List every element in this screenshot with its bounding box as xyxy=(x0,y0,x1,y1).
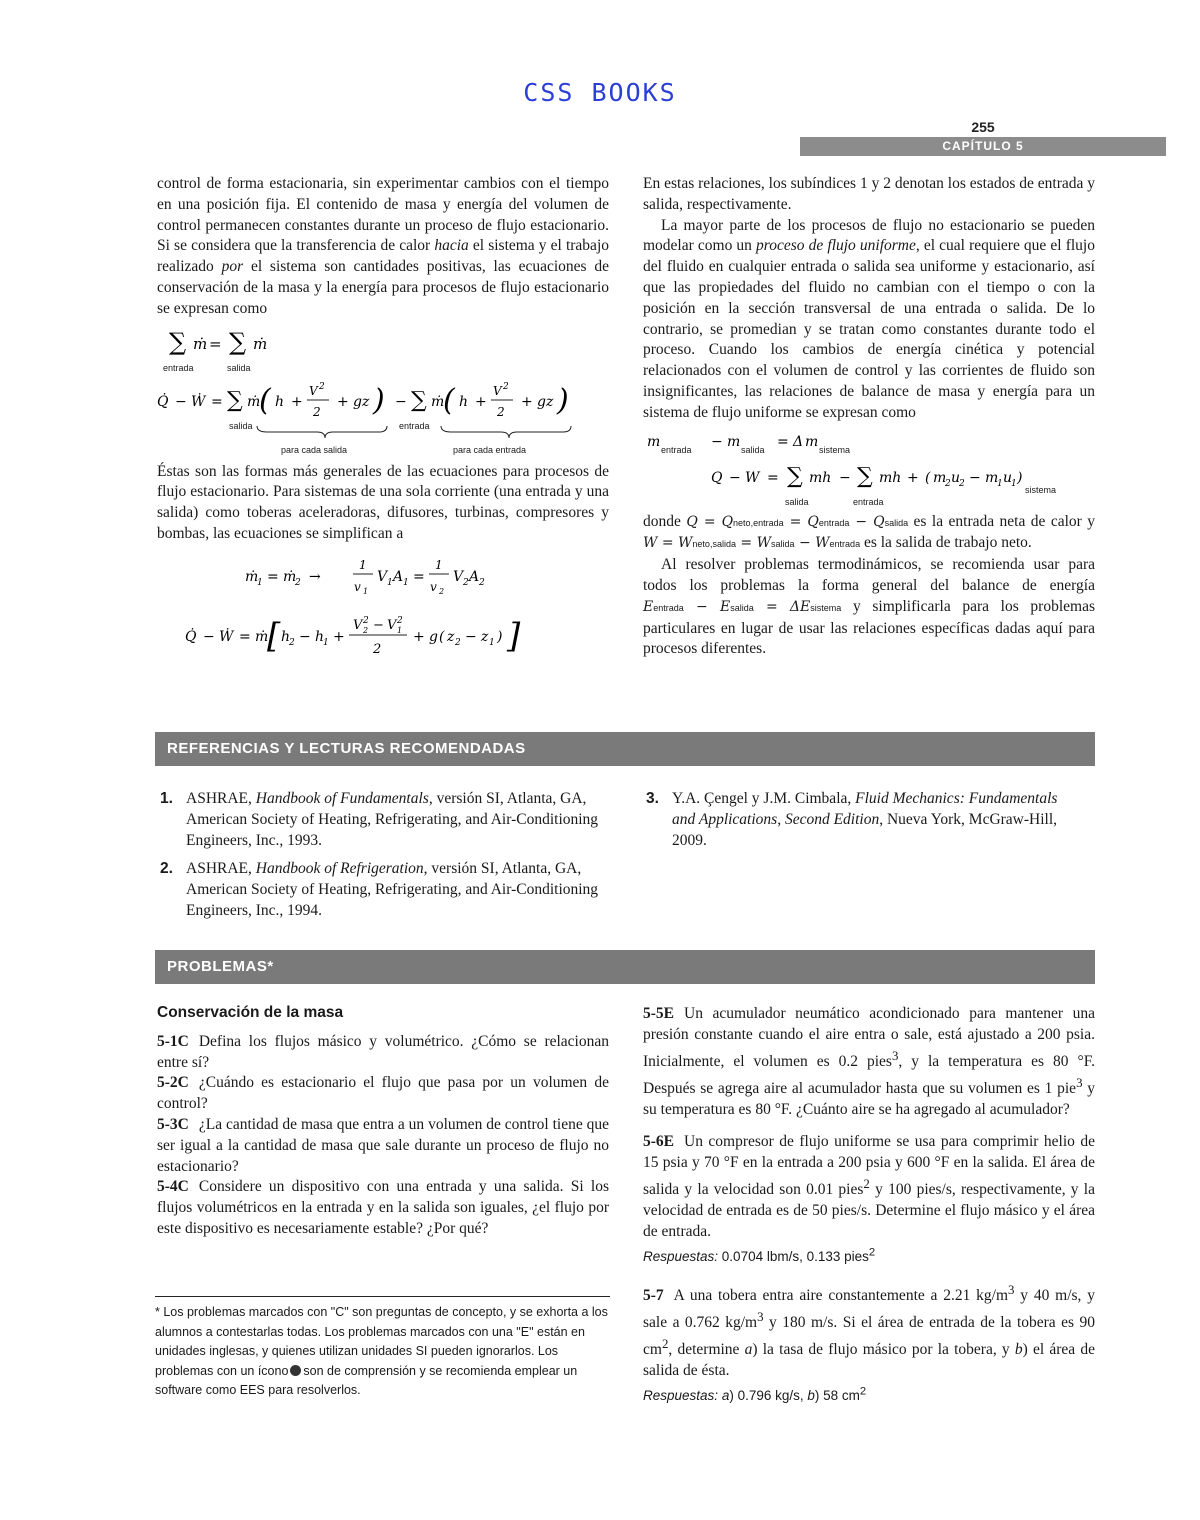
svg-text:=: = xyxy=(267,568,279,585)
watermark: CSS BOOKS xyxy=(523,78,677,107)
svg-text:∑: ∑ xyxy=(857,463,873,489)
svg-text:=: = xyxy=(413,568,425,585)
ees-computer-icon xyxy=(290,1365,301,1376)
svg-text:v: v xyxy=(354,579,361,594)
svg-text:ṁ: ṁ xyxy=(193,334,208,353)
problem-5-1C: 5-1C Defina los flujos másico y volumétrico. ¿Cómo se relacionan entre sí? xyxy=(157,1032,609,1071)
sub-entrada-r2: entrada xyxy=(853,496,884,507)
svg-text:ṁ: ṁ xyxy=(247,393,261,410)
svg-text:A: A xyxy=(469,568,480,585)
problem-5-3C: 5-3C ¿La cantidad de masa que entra a un volumen de control tiene que ser igual a la cantidad de masa que sale durante un proceso de flujo no estacionario? xyxy=(157,1115,609,1175)
problem-5-7: 5-7 A una tobera entra aire constantemente a 2.21 $kg/m^3$ y 40 m/s, y sale a 0.762 $kg/m^3$ y 180 m/s. Si el área de entrada de la tobera es 90 $cm^2$, determine a) la tasa de flujo másico por la tobera, y b) el área de salida de ésta. Respuestas: a) 0.796 kg/s, b) 58 $cm^2$ xyxy=(643,1281,1096,1403)
reference-item: 2. ASHRAE, Handbook of Refrigeration, versión SI, Atlanta, GA, American Society of Heating, Refrigerating, and Air-Conditioning Engineers, Inc., 1994. xyxy=(160,860,599,919)
page-number: 255 xyxy=(971,119,995,135)
svg-text:]: ] xyxy=(507,615,521,656)
equation-single-stream-energy xyxy=(157,607,609,667)
svg-text:g: g xyxy=(429,628,438,645)
svg-text:+: + xyxy=(475,393,487,410)
svg-text:−: − xyxy=(299,628,311,645)
svg-text:1: 1 xyxy=(403,577,409,588)
label-para-cada-entrada: para cada entrada xyxy=(453,444,527,455)
svg-text:u: u xyxy=(1003,469,1013,486)
svg-text:m: m xyxy=(985,469,999,486)
svg-text:+: + xyxy=(337,393,349,410)
sub-salida-r1: salida xyxy=(741,444,765,455)
svg-text:−: − xyxy=(465,628,477,645)
problem-5-6E: 5-6E Un compresor de flujo uniforme se usa para comprimir helio de 15 psia y 70 °F en la entrada a 200 psia y 600 °F en la salida. El área de salida y la velocidad son 0.01 pies$^2$ y 100 pies/s, respectivamente, y la velocidad de entrada es de 50 pies/s. Determine el flujo másico y el área de entrada. Respuestas: 0.0704 lbm/s, 0.133 pies$^2$ xyxy=(643,1133,1095,1264)
svg-text:1: 1 xyxy=(435,557,443,572)
problems-left xyxy=(157,1003,609,1240)
svg-text:1: 1 xyxy=(397,625,403,635)
svg-text:W: W xyxy=(745,469,760,486)
svg-text:Q: Q xyxy=(711,469,723,486)
svg-text:2: 2 xyxy=(313,404,321,419)
label-entrada-2: entrada xyxy=(399,420,430,431)
svg-text:2: 2 xyxy=(363,625,369,635)
svg-text:∑: ∑ xyxy=(227,387,243,413)
svg-text:2: 2 xyxy=(373,641,382,657)
svg-text:(: ( xyxy=(259,382,271,418)
label-salida-1: salida xyxy=(227,362,251,373)
svg-text:V: V xyxy=(353,617,363,633)
svg-text:V: V xyxy=(377,568,388,585)
svg-text:V: V xyxy=(493,383,502,398)
svg-text:ṁ: ṁ xyxy=(253,334,268,353)
svg-text:1: 1 xyxy=(997,478,1003,489)
svg-text:∑: ∑ xyxy=(169,327,187,356)
svg-text:1: 1 xyxy=(387,577,393,588)
left-paragraph-1: control de forma estacionaria, sin experimentar cambios con el tiempo en una posición fija. El contenido de masa y energía del volumen de control permanecen constantes durante un proceso de flujo estacionario. Si se considera que la transferencia de calor hacia el sistema y el trabajo realizado por el sistema son cantidades positivas, las ecuaciones de conservación de la masa y la energía para procesos de flujo estacionario se expresan como xyxy=(157,175,609,317)
svg-text:∑: ∑ xyxy=(787,463,803,489)
svg-text:2: 2 xyxy=(497,404,505,419)
svg-text:h: h xyxy=(275,393,285,410)
svg-text:Δ: Δ xyxy=(793,433,804,450)
svg-text:2: 2 xyxy=(959,478,965,489)
svg-text:2: 2 xyxy=(455,637,461,648)
svg-text:mh: mh xyxy=(809,469,832,486)
equation-uniform-energy xyxy=(643,458,1095,510)
svg-text:2: 2 xyxy=(503,381,509,392)
right-paragraph-2: La mayor parte de los procesos de flujo no estacionario se pueden modelar como un proceso de flujo uniforme, el cual requiere que el flujo del fluido en cualquier entrada o salida sea uniforme y estacionario, así que las propiedades del fluido no cambian con el tiempo o con la posición en la sección transversal de una entrada o salida. De lo contrario, se promedian y se tratan como constantes durante todo el proceso. Cuando los cambios de energía cinética y potencial relacionados con el volumen de control y las corrientes de fluido son insignificantes, las relaciones de balance de masa y energía para un sistema de flujo uniforme se expresan como xyxy=(643,216,1095,421)
svg-text:+: + xyxy=(907,469,919,486)
svg-text:gz: gz xyxy=(537,393,554,410)
svg-text:2: 2 xyxy=(439,586,445,596)
svg-text:−: − xyxy=(175,393,187,410)
svg-text:h: h xyxy=(315,628,325,645)
svg-text:2: 2 xyxy=(463,577,469,588)
svg-text:=: = xyxy=(777,433,789,450)
svg-text:→: → xyxy=(309,568,321,585)
svg-text:=: = xyxy=(209,334,222,353)
problem-5-2C: 5-2C ¿Cuándo es estacionario el flujo que pasa por un volumen de control? xyxy=(157,1074,609,1113)
svg-text:(: ( xyxy=(925,469,931,486)
single-stream-energy-svg xyxy=(157,607,609,667)
svg-text:=: = xyxy=(767,469,779,486)
svg-text:2: 2 xyxy=(295,577,301,588)
svg-text:+: + xyxy=(413,628,425,645)
right-paragraph-3: donde Q = Qneto,entrada = Qentrada − Qsalida es la entrada neta de calor y W = Wneto,salida = Wsalida − Wentrada es la salida de trabajo neto. xyxy=(643,512,1096,552)
svg-text:Ẇ: Ẇ xyxy=(219,628,234,645)
problem-5-5E: 5-5E Un acumulador neumático acondicionado para mantener una presión constante cuando el aire entra o sale, está ajustado a 200 psia. Inicialmente, el volumen es 0.2 pies$^3$, y la temperatura es 80 °F. Después se agrega aire al acumulador hasta que su volumen es 1 pie$^3$ y su temperatura es 80 °F. ¿Cuánto aire se ha agregado al acumulador? xyxy=(643,1005,1096,1118)
label-entrada-1: entrada xyxy=(163,362,194,373)
svg-text:Q̇: Q̇ xyxy=(157,393,169,410)
answer-5-6E: Respuestas: 0.0704 lbm/s, 0.133 pies$^2$ xyxy=(643,1246,876,1264)
equation-single-stream-mass xyxy=(157,551,609,603)
svg-text:m: m xyxy=(933,469,947,486)
label-salida-2: salida xyxy=(229,420,253,431)
svg-text:h: h xyxy=(281,628,291,645)
svg-text:−: − xyxy=(395,393,407,410)
svg-text:−: − xyxy=(729,469,741,486)
svg-text:∑: ∑ xyxy=(229,327,247,356)
svg-text:1: 1 xyxy=(363,586,369,596)
svg-text:A: A xyxy=(393,568,404,585)
svg-text:Ẇ: Ẇ xyxy=(191,393,206,410)
svg-text:): ) xyxy=(557,382,569,418)
single-stream-mass-svg xyxy=(157,551,609,603)
svg-text:1: 1 xyxy=(323,637,329,648)
problem-5-4C: 5-4C Considere un dispositivo con una entrada y una salida. Si los flujos volumétricos en la entrada y en la salida son iguales, ¿el flujo por este dispositivo es necesariamente estable? ¿Por qué? xyxy=(157,1178,609,1237)
right-paragraph-4: Al resolver problemas termodinámicos, se recomienda usar para todos los problemas la forma general del balance de energía Eentrada − Esalida = ΔEsistema y simplificarla para los problemas particulares en lugar de usar las relaciones específicas dadas aquí para procesos diferentes. xyxy=(643,556,1095,658)
svg-text:(: ( xyxy=(439,628,445,645)
svg-text:1: 1 xyxy=(359,557,367,572)
svg-text:z: z xyxy=(447,628,455,645)
svg-text:(: ( xyxy=(443,382,455,418)
svg-text:=: = xyxy=(211,393,223,410)
svg-text:1: 1 xyxy=(489,637,495,648)
svg-text:ṁ: ṁ xyxy=(255,628,269,645)
svg-text:∑: ∑ xyxy=(411,387,427,413)
svg-text:1: 1 xyxy=(257,577,263,588)
svg-text:ṁ: ṁ xyxy=(245,568,259,585)
svg-text:): ) xyxy=(373,382,385,418)
svg-text:−: − xyxy=(711,433,723,450)
svg-text:v: v xyxy=(430,579,437,594)
svg-text:h: h xyxy=(459,393,469,410)
footnote: * Los problemas marcados con "C" son preguntas de concepto, y se exhorta a los alumnos a contestarlas todas. Los problemas marcados con una "E" están en unidades inglesas, y quienes utilizan unidades SI pueden ignorarlos. Los problemas con un ícono son de comprensión y se recomienda emplear un software como EES para resolverlos. xyxy=(155,1296,610,1401)
svg-text:V: V xyxy=(453,568,464,585)
svg-text:Q̇: Q̇ xyxy=(185,628,197,645)
right-column xyxy=(643,174,1095,660)
svg-text:m: m xyxy=(805,433,819,450)
svg-text:=: = xyxy=(239,628,251,645)
svg-text:−: − xyxy=(373,617,384,633)
svg-text:): ) xyxy=(497,628,503,645)
svg-text:V: V xyxy=(309,383,318,398)
reference-item: 1. ASHRAE, Handbook of Fundamentals, versión SI, Atlanta, GA, American Society of Heating, Refrigerating, and Air-Conditioning Engineers, Inc., 1993. xyxy=(160,790,599,849)
problems-right xyxy=(643,1004,1095,1407)
svg-text:m: m xyxy=(647,433,661,450)
label-para-cada-salida: para cada salida xyxy=(281,444,348,455)
left-column xyxy=(157,174,609,667)
svg-text:gz: gz xyxy=(353,393,370,410)
references-left xyxy=(160,789,610,930)
problems-heading: PROBLEMAS* xyxy=(155,950,1095,984)
right-paragraph-1: En estas relaciones, los subíndices 1 y 2 denotan los estados de entrada y salida, respectivamente. xyxy=(643,175,1095,213)
svg-text:V: V xyxy=(387,617,397,633)
equation-mass-balance xyxy=(157,328,609,372)
svg-text:u: u xyxy=(951,469,961,486)
mass-balance-svg xyxy=(157,328,457,372)
references-heading: REFERENCIAS Y LECTURAS RECOMENDADAS xyxy=(155,732,1095,766)
uniform-mass-svg xyxy=(643,426,1095,456)
svg-text:−: − xyxy=(969,469,981,486)
sub-entrada-r1: entrada xyxy=(661,444,692,455)
svg-text:2: 2 xyxy=(363,615,369,626)
svg-text:+: + xyxy=(291,393,303,410)
svg-text:2: 2 xyxy=(289,637,295,648)
energy-balance-svg xyxy=(157,376,609,456)
references-right xyxy=(646,789,1076,859)
svg-text:+: + xyxy=(333,628,345,645)
svg-text:1: 1 xyxy=(1011,478,1017,489)
svg-text:−: − xyxy=(839,469,851,486)
sub-sistema-r2: sistema xyxy=(1025,484,1057,495)
svg-text:): ) xyxy=(1017,469,1023,486)
svg-text:m: m xyxy=(727,433,741,450)
svg-text:mh: mh xyxy=(879,469,902,486)
svg-text:2: 2 xyxy=(319,381,325,392)
svg-text:2: 2 xyxy=(397,615,403,626)
svg-text:+: + xyxy=(521,393,533,410)
equation-uniform-mass xyxy=(643,426,1095,456)
svg-text:2: 2 xyxy=(479,577,485,588)
answer-5-7: Respuestas: a) 0.796 kg/s, b) 58 $cm^2$ xyxy=(643,1385,867,1403)
svg-text:2: 2 xyxy=(945,478,951,489)
svg-text:ṁ: ṁ xyxy=(431,393,445,410)
subheading-conservacion: Conservación de la masa xyxy=(157,1004,344,1021)
sub-sistema-r1: sistema xyxy=(819,444,851,455)
svg-text:−: − xyxy=(203,628,215,645)
chapter-bar: CAPÍTULO 5 xyxy=(800,137,1166,156)
equation-energy-balance xyxy=(157,376,609,456)
svg-text:ṁ: ṁ xyxy=(283,568,297,585)
svg-text:[: [ xyxy=(267,615,281,656)
reference-item: 3. Y.A. Çengel y J.M. Cimbala, Fluid Mechanics: Fundamentals and Applications, Second Edition, Nueva York, McGraw-Hill, 2009. xyxy=(646,790,1058,849)
svg-text:z: z xyxy=(481,628,489,645)
sub-salida-r2: salida xyxy=(785,496,809,507)
left-paragraph-2: Éstas son las formas más generales de las ecuaciones para procesos de flujo estacionario. Para sistemas de una sola corriente (una entrada y una salida) como toberas aceleradoras, difusores, turbinas, compresores y bombas, las ecuaciones se simplifican a xyxy=(157,462,609,542)
